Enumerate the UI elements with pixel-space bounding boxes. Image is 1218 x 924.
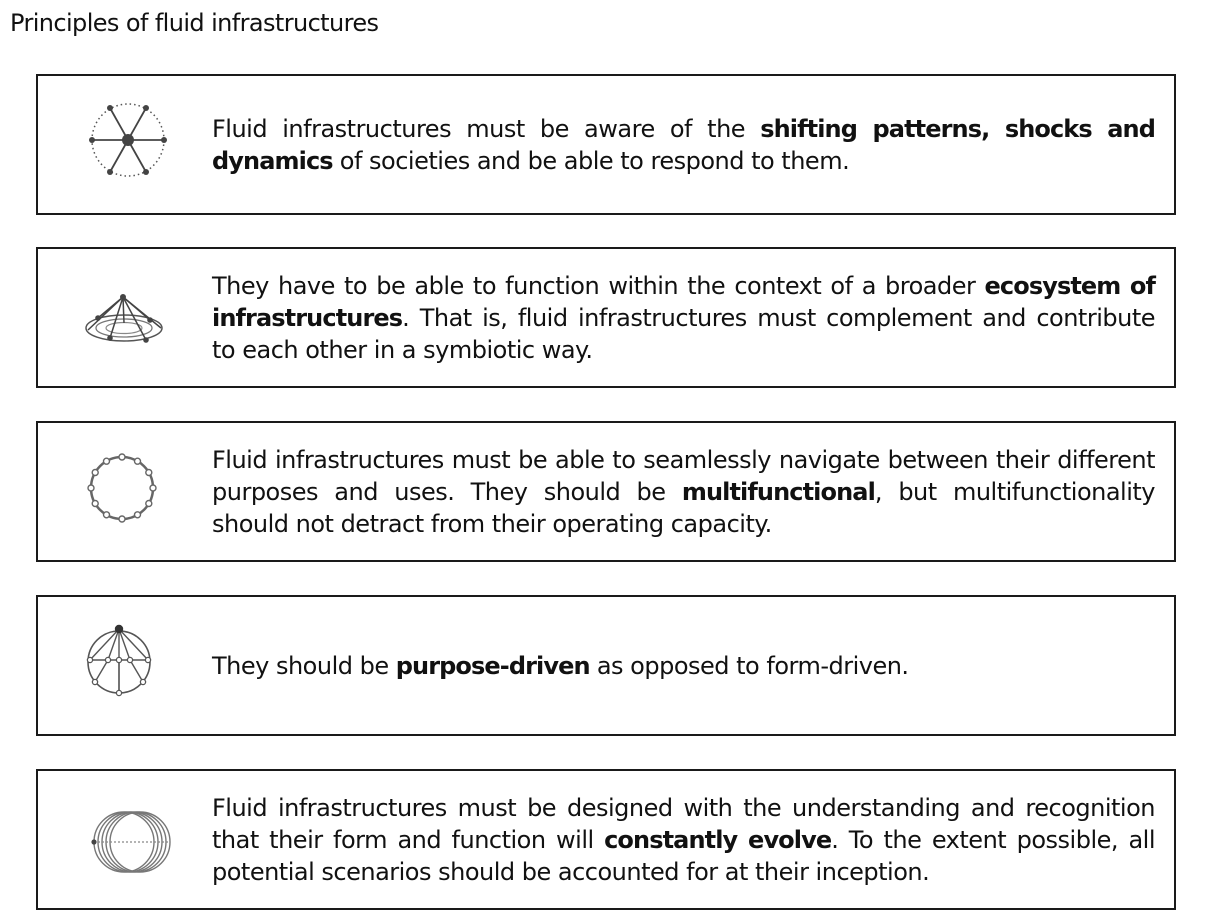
principle-text-5-highlight: constantly evolve (604, 825, 832, 854)
principle-text-5-part-1: Fluid infrastructures must be designed with the understanding and recognition that their form and function will (212, 793, 1155, 854)
principle-text-3-part-2: , but multifunctionality should not detract from their operating capacity. (212, 477, 1155, 538)
principle-card-1 (36, 74, 1176, 215)
principle-card-2 (36, 247, 1176, 388)
page-title: Principles of fluid infrastructures (10, 9, 379, 37)
principle-text-3 (212, 444, 1155, 540)
principle-text-5 (212, 792, 1155, 888)
node-ring-icon (84, 446, 172, 538)
principle-text-4-part-2: as opposed to form-driven. (589, 651, 909, 680)
principle-text-4 (212, 650, 1155, 682)
principle-text-2-highlight: ecosystem of infrastructures (212, 271, 1155, 332)
principle-text-1 (212, 113, 1155, 177)
principle-card-5 (36, 769, 1176, 910)
principle-text-3-highlight: multifunctional (681, 477, 875, 506)
principle-text-1-part-1: Fluid infrastructures must be aware of the (212, 114, 761, 143)
evolving-circles-icon (84, 794, 172, 886)
principle-text-4-part-1: They should be (212, 651, 396, 680)
principle-card-4 (36, 595, 1176, 736)
principle-text-2-part-2: . That is, fluid infrastructures must complement and contribute to each other in a symbiotic way. (212, 303, 1155, 364)
principle-text-5-part-2: . To the extent possible, all potential scenarios should be accounted for at their inception. (212, 825, 1156, 886)
purpose-tree-icon (84, 620, 172, 712)
principle-card-3 (36, 421, 1176, 562)
principle-text-1-highlight: shifting patterns, shocks and dynamics (212, 114, 1156, 175)
principle-text-2-part-1: They have to be able to function within the context of a broader (212, 271, 985, 300)
cone-ecosystem-icon (84, 272, 172, 364)
principle-text-2 (212, 270, 1155, 366)
hub-network-icon (84, 99, 172, 191)
principle-text-1-part-2: of societies and be able to respond to them. (332, 146, 850, 175)
principle-text-4-highlight: purpose-driven (395, 651, 590, 680)
principle-text-3-part-1: Fluid infrastructures must be able to seamlessly navigate between their different purposes and uses. They should be (212, 445, 1155, 506)
